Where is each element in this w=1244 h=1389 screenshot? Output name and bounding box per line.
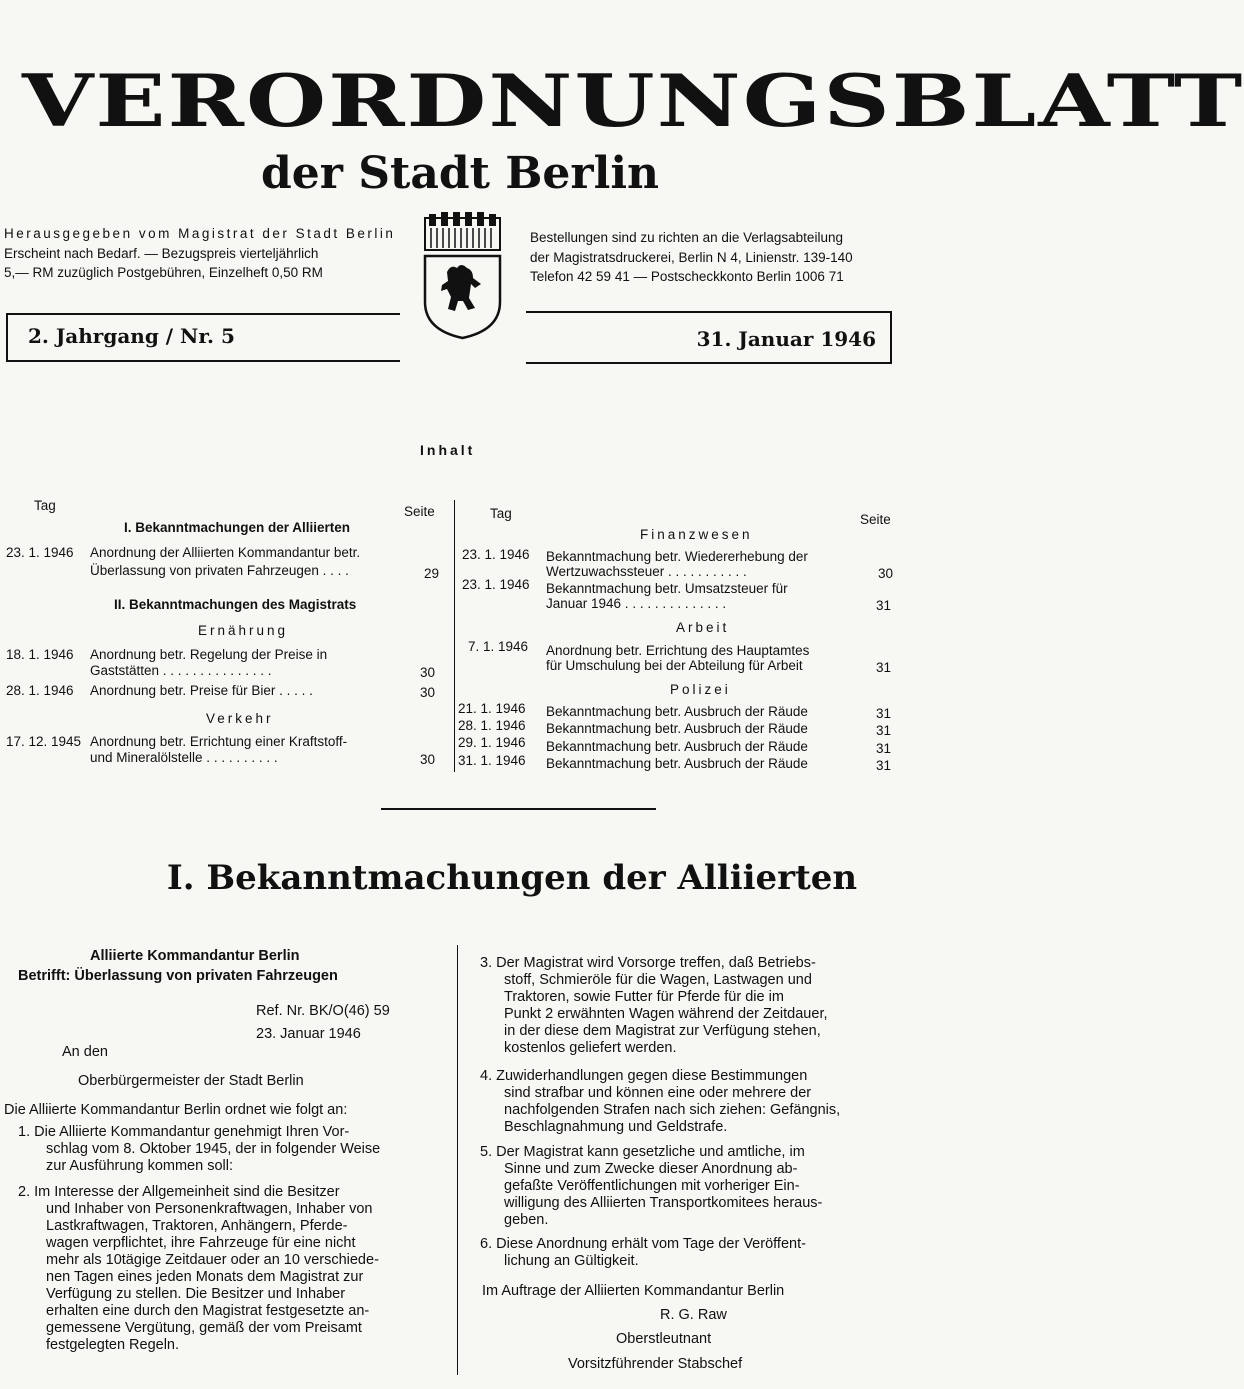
toc-entry-page: 31 [876, 660, 892, 675]
paragraph-line: gemessene Vergütung, gemäß der vom Preisamt [46, 1320, 362, 1336]
toc-entry-title: Anordnung betr. Errichtung des Hauptamtes [546, 643, 810, 658]
toc-entry-date: 17. 12. 1945 [6, 734, 82, 749]
toc-col-tag: Tag [490, 506, 512, 521]
publisher-line: Herausgegeben vom Magistrat der Stadt Berlin [4, 226, 396, 241]
toc-heading: Inhalt [420, 442, 476, 458]
paragraph-line: sind strafbar und können eine oder mehrere der [504, 1085, 812, 1101]
toc-category: Ernährung [198, 623, 289, 638]
toc-entry-title: für Umschulung bei der Abteilung für Arbeit [546, 658, 803, 673]
paragraph-line: willigung des Alliierten Transportkomitees heraus- [504, 1195, 823, 1211]
article-date: 23. Januar 1946 [256, 1026, 361, 1042]
publisher-line: Erscheint nach Bedarf. — Bezugspreis vierteljährlich [4, 245, 319, 261]
toc-col-seite: Seite [404, 504, 435, 519]
toc-entry-title: Bekanntmachung betr. Ausbruch der Räude [546, 739, 808, 754]
paragraph-line: schlag vom 8. Oktober 1945, der in folgender Weise [46, 1141, 381, 1157]
paragraph-line: wagen verpflichtet, ihre Fahrzeuge für eine nicht [46, 1235, 356, 1251]
toc-entry-title: Bekanntmachung betr. Wiedererhebung der [546, 549, 808, 564]
paragraph-line: zur Ausführung kommen soll: [46, 1158, 233, 1174]
toc-category: Finanzwesen [640, 527, 753, 542]
article-intro: Die Alliierte Kommandantur Berlin ordnet wie folgt an: [4, 1102, 348, 1118]
toc-entry-title: Bekanntmachung betr. Umsatzsteuer für [546, 581, 788, 596]
toc-entry-page: 31 [876, 741, 892, 756]
toc-entry-date: 23. 1. 1946 [6, 545, 74, 560]
paragraph-line: 6. Diese Anordnung erhält vom Tage der Veröffent- [480, 1236, 806, 1252]
toc-entry-page: 31 [876, 758, 892, 773]
toc-entry-title: Januar 1946 . . . . . . . . . . . . . . [546, 596, 727, 611]
toc-entry-page: 29 [424, 566, 440, 581]
toc-entry-title: Wertzuwachssteuer . . . . . . . . . . . [546, 564, 747, 579]
toc-section-title: I. Bekanntmachungen der Alliierten [124, 520, 351, 535]
toc-entry-page: 31 [876, 706, 892, 721]
issue-number: 2. Jahrgang / Nr. 5 [28, 324, 235, 348]
article-recipient: An den [62, 1044, 108, 1060]
signature-rank: Oberstleutnant [616, 1331, 712, 1347]
paragraph-line: lichung an Gültigkeit. [504, 1253, 639, 1269]
paragraph-line: 1. Die Alliierte Kommandantur genehmigt Ihren Vor- [18, 1124, 350, 1140]
paragraph-line: kostenlos geliefert werden. [504, 1040, 677, 1056]
toc-entry-date: 23. 1. 1946 [462, 577, 530, 592]
paragraph-line: gefaßte Veröffentlichungen mit vorheriger Ein- [504, 1178, 800, 1194]
paragraph-line: 3. Der Magistrat wird Vorsorge treffen, daß Betriebs- [480, 955, 816, 971]
paragraph-line: Lastkraftwagen, Traktoren, Anhängern, Pferde- [46, 1218, 348, 1234]
toc-entry-title: und Mineralölstelle . . . . . . . . . . [90, 750, 278, 765]
masthead-subtitle: der Stadt Berlin [260, 148, 660, 199]
ordering-line: Telefon 42 59 41 — Postscheckkonto Berlin 1006 71 [530, 269, 844, 284]
toc-col-tag: Tag [34, 498, 56, 513]
toc-entry-date: 31. 1. 1946 [458, 753, 526, 768]
toc-entry-title: Anordnung betr. Regelung der Preise in [90, 647, 328, 662]
article-ref: Ref. Nr. BK/O(46) 59 [256, 1003, 390, 1019]
article-recipient: Oberbürgermeister der Stadt Berlin [78, 1073, 304, 1089]
paragraph-line: Sinne und zum Zwecke dieser Anordnung ab- [504, 1161, 798, 1177]
toc-entry-page: 30 [878, 566, 894, 581]
paragraph-line: Punkt 2 erwähnten Wagen während der Zeitdauer, [504, 1006, 828, 1022]
toc-entry-title: Bekanntmachung betr. Ausbruch der Räude [546, 704, 808, 719]
paragraph-line: nachfolgenden Strafen nach sich ziehen: Gefängnis, [504, 1102, 841, 1118]
paragraph-line: nen Tagen eines jeden Monats dem Magistrat zur [46, 1269, 364, 1285]
toc-entry-date: 28. 1. 1946 [6, 683, 74, 698]
toc-entry-date: 21. 1. 1946 [458, 701, 526, 716]
toc-section-title: II. Bekanntmachungen des Magistrats [114, 597, 357, 612]
paragraph-line: in der diese dem Magistrat zur Verfügung stehen, [504, 1023, 821, 1039]
toc-entry-page: 31 [876, 598, 892, 613]
toc-entry-date: 18. 1. 1946 [6, 647, 74, 662]
toc-category: Arbeit [676, 620, 730, 635]
section-heading: I. Bekanntmachungen der Alliierten [166, 858, 858, 898]
paragraph-line: Traktoren, sowie Futter für Pferde für die im [504, 989, 784, 1005]
paragraph-line: und Inhaber von Personenkraftwagen, Inhaber von [46, 1201, 373, 1217]
toc-entry-title: Überlassung von privaten Fahrzeugen . . . . [90, 563, 349, 578]
toc-entry-title: Anordnung der Alliierten Kommandantur betr. [90, 545, 361, 560]
issue-date: 31. Januar 1946 [696, 327, 876, 351]
toc-entry-date: 28. 1. 1946 [458, 718, 526, 733]
paragraph-line: Beschlagnahmung und Geldstrafe. [504, 1119, 728, 1135]
toc-entry-date: 7. 1. 1946 [468, 639, 529, 654]
toc-category: Verkehr [206, 711, 274, 726]
paragraph-line: stoff, Schmieröle für die Wagen, Lastwagen und [504, 972, 812, 988]
article-authority: Alliierte Kommandantur Berlin [90, 948, 300, 964]
paragraph-line: festgelegten Regeln. [46, 1337, 180, 1353]
toc-entry-title: Anordnung betr. Errichtung einer Kraftstoff- [90, 734, 348, 749]
toc-entry-page: 30 [420, 685, 436, 700]
ordering-line: der Magistratsdruckerei, Berlin N 4, Linienstr. 139-140 [530, 249, 853, 265]
paragraph-line: erhalten eine durch den Magistrat festgesetzte an- [46, 1303, 370, 1319]
toc-col-seite: Seite [860, 512, 891, 527]
signature-name: R. G. Raw [660, 1307, 727, 1323]
toc-entry-date: 29. 1. 1946 [458, 735, 526, 750]
paragraph-line: 2. Im Interesse der Allgemeinheit sind die Besitzer [18, 1184, 340, 1200]
article-subject: Betrifft: Überlassung von privaten Fahrzeugen [18, 968, 338, 984]
paragraph-line: 4. Zuwiderhandlungen gegen diese Bestimmungen [480, 1068, 808, 1084]
toc-entry-page: 31 [876, 723, 892, 738]
toc-entry-title: Bekanntmachung betr. Ausbruch der Räude [546, 756, 808, 771]
paragraph-line: 5. Der Magistrat kann gesetzliche und amtliche, im [480, 1144, 805, 1160]
masthead-title: VERORDNUNGSBLATT [22, 58, 1244, 144]
ordering-line: Bestellungen sind zu richten an die Verlagsabteilung [530, 230, 843, 245]
toc-entry-page: 30 [420, 665, 436, 680]
toc-entry-page: 30 [420, 752, 436, 767]
publisher-line: 5,— RM zuzüglich Postgebühren, Einzelheft 0,50 RM [4, 265, 323, 280]
signature-line: Im Auftrage der Alliierten Kommandantur Berlin [482, 1283, 785, 1299]
toc-category: Polizei [670, 682, 731, 697]
toc-entry-date: 23. 1. 1946 [462, 547, 530, 562]
toc-entry-title: Gaststätten . . . . . . . . . . . . . . . [90, 663, 272, 678]
toc-entry-title: Anordnung betr. Preise für Bier . . . . . [90, 683, 313, 698]
toc-entry-title: Bekanntmachung betr. Ausbruch der Räude [546, 721, 808, 736]
paragraph-line: mehr als 10tägige Zeitdauer oder an 10 verschiede- [46, 1252, 379, 1268]
paragraph-line: geben. [504, 1212, 549, 1228]
paragraph-line: Verfügung zu stellen. Die Besitzer und Inhaber [46, 1286, 346, 1302]
signature-title: Vorsitzführender Stabschef [568, 1356, 743, 1372]
